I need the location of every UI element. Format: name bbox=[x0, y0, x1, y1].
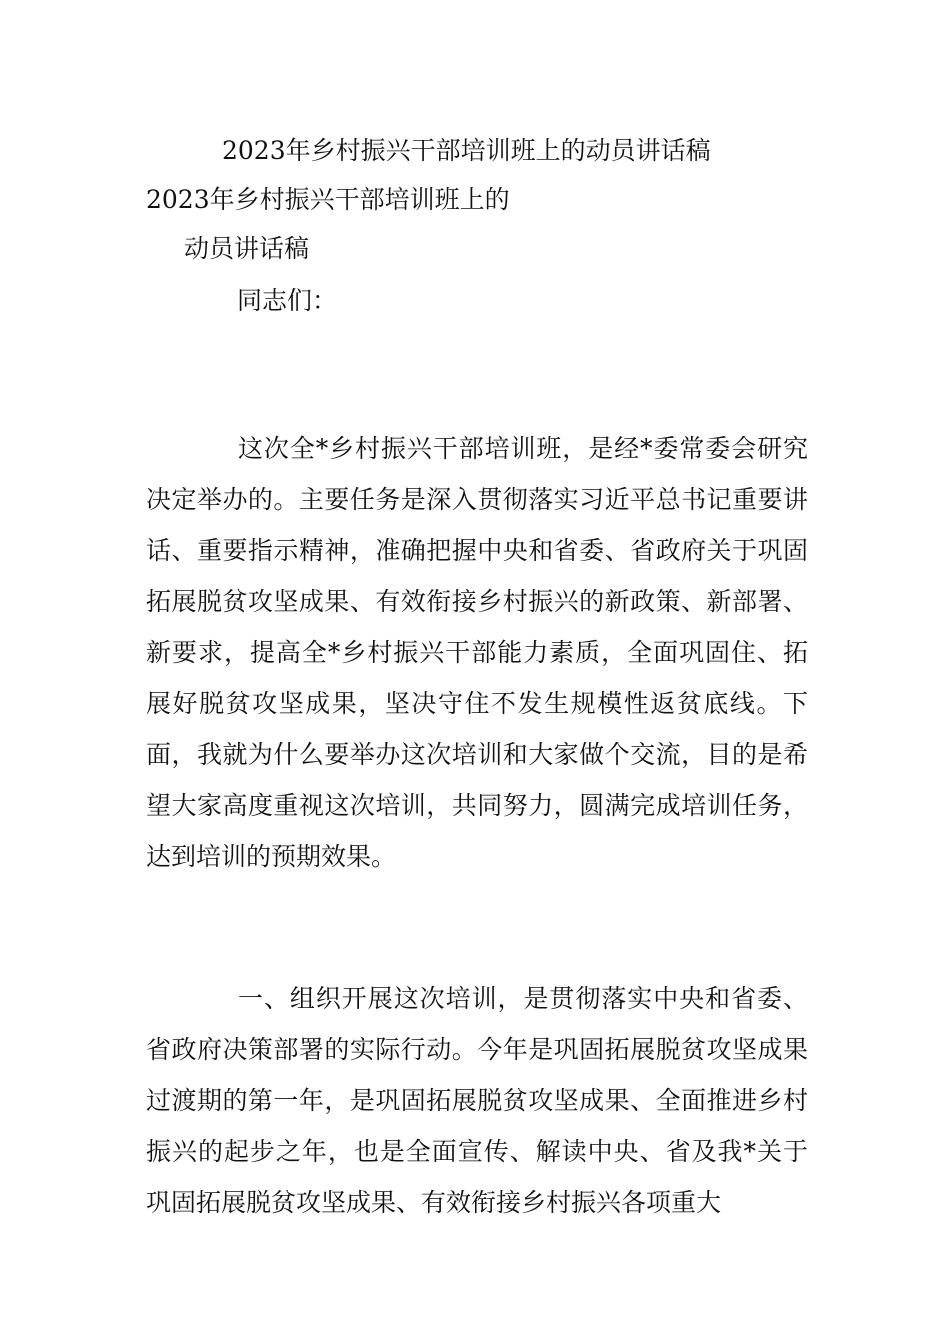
salutation: 同志们： bbox=[237, 286, 338, 315]
document-heading: 2023年乡村振兴干部培训班上的动员讲话稿 bbox=[222, 136, 711, 165]
paragraph-intro: 这次全*乡村振兴干部培训班，是经*委常委会研究决定举办的。主要任务是深入贯彻落实习近平总书记重要讲话、重要指示精神，准确把握中央和省委、省政府关于巩固拓展脱贫攻坚成果、有效衔接乡村振兴的新政策、新部署、新要求，提高全*乡村振兴干部能力素质，全面巩固住、拓展好脱贫攻坚成果，坚决守住不发生规模性返贫底线。下面，我就为什么要举办这次培训和大家做个交流，目的是希望大家高度重视这次培训，共同努力，圆满完成培训任务，达到培训的预期效果。 bbox=[146, 434, 808, 871]
document-title-line-1: 2023年乡村振兴干部培训班上的 bbox=[146, 185, 510, 214]
paragraph-section-one: 一、组织开展这次培训，是贯彻落实中央和省委、省政府决策部署的实际行动。今年是巩固拓展脱贫攻坚成果过渡期的第一年，是巩固拓展脱贫攻坚成果、全面推进乡村振兴的起步之年，也是全面宣传、解读中央、省及我*关于巩固拓展脱贫攻坚成果、有效衔接乡村振兴各项重大 bbox=[146, 984, 808, 1217]
document-title-line-2: 动员讲话稿 bbox=[184, 234, 310, 263]
